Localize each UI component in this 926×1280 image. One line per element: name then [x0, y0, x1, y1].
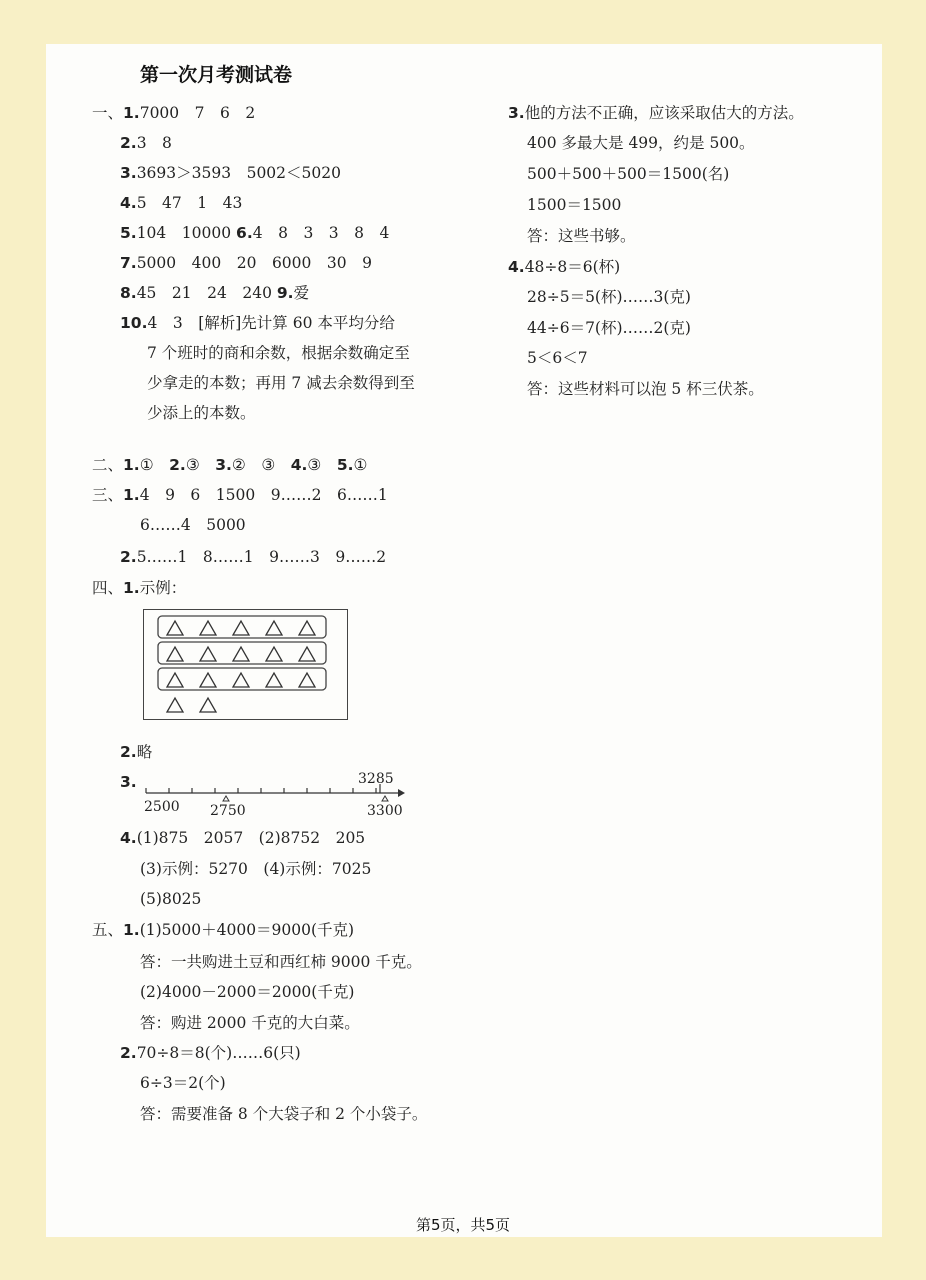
- point-label: 3285: [358, 771, 394, 787]
- answer-text: ①: [139, 456, 154, 474]
- section-5-q1: [92, 920, 354, 940]
- right-q3-line5: 答：这些书够。: [527, 227, 636, 245]
- section-4-q2: [120, 742, 152, 762]
- triangle-grouping-figure: [143, 609, 348, 720]
- section-4-q4-line2: (3)示例：5270 (4)示例：7025: [140, 860, 372, 878]
- answer-text: ③: [185, 456, 200, 474]
- section-3-q1-line2: 6……4 5000: [140, 516, 246, 534]
- answer-text: 5 47 1 43: [136, 194, 243, 212]
- triangle-icon: [167, 673, 183, 687]
- section-4-q4: [120, 828, 365, 848]
- section-4-q1: [92, 578, 186, 598]
- answer-text: 爱: [293, 284, 310, 302]
- tick-label: 3300: [367, 803, 403, 819]
- q-number: 3.: [120, 773, 137, 791]
- section-1-q10-line4: 少添上的本数。: [147, 404, 256, 422]
- triangle-marker-icon: [223, 796, 229, 801]
- triangle-icon: [200, 673, 216, 687]
- q-number: 2.: [120, 1044, 137, 1062]
- q-number: 4.: [290, 456, 308, 474]
- triangle-icon: [200, 647, 216, 661]
- section-4-q3: [120, 772, 137, 792]
- section-5-q1-line4: 答：购进 2000 千克的大白菜。: [140, 1014, 360, 1032]
- triangle-icon: [200, 698, 216, 712]
- answer-text: 5……1 8……1 9……3 9……2: [136, 548, 387, 566]
- right-q4: [508, 257, 620, 277]
- q-number: 1.: [123, 579, 140, 597]
- answer-text: 3 8: [136, 134, 172, 152]
- q-number: 6.: [236, 224, 253, 242]
- section-1-q7: [120, 253, 372, 273]
- q-number: 8.: [120, 284, 137, 302]
- right-q4-line4: 5＜6＜7: [527, 349, 588, 367]
- answer-text: 4 9 6 1500 9……2 6……1: [139, 486, 388, 504]
- arrow-icon: [398, 789, 405, 797]
- triangle-icon: [266, 621, 282, 635]
- tick-label: 2500: [144, 799, 180, 815]
- q-number: 5.: [336, 456, 354, 474]
- section-4-label: 四、: [92, 579, 124, 597]
- triangle-icon: [266, 647, 282, 661]
- section-5-q2-line2: 6÷3＝2(个): [140, 1074, 226, 1092]
- answer-text: ③: [307, 456, 322, 474]
- q-number: 1.: [123, 486, 140, 504]
- section-1-q10-line2: 7 个班时的商和余数，根据余数确定至: [147, 344, 410, 362]
- q-number: 1.: [123, 921, 140, 939]
- answer-text: 45 21 24 240: [136, 284, 272, 302]
- section-2-label: 二、: [92, 456, 124, 474]
- q-number: 2.: [120, 134, 137, 152]
- section-3-q2: [120, 547, 386, 567]
- section-3-q1: [92, 485, 388, 505]
- triangle-icon: [233, 647, 249, 661]
- section-2: [92, 455, 367, 475]
- q-number: 2.: [120, 743, 137, 761]
- q-number: 2.: [120, 548, 137, 566]
- section-5-q1-line2: 答：一共购进土豆和西红柿 9000 千克。: [140, 953, 422, 971]
- triangle-icon: [299, 673, 315, 687]
- q-number: 4.: [120, 194, 137, 212]
- answer-text: 4 8 3 3 8 4: [252, 224, 390, 242]
- triangle-icon: [167, 621, 183, 635]
- q-number: 10.: [120, 314, 148, 332]
- right-q4-line5: 答：这些材料可以泡 5 杯三伏茶。: [527, 380, 764, 398]
- q-number: 1.: [123, 104, 140, 122]
- section-1-q10-line3: 少拿走的本数；再用 7 减去余数得到至: [147, 374, 415, 392]
- section-4-q4-line3: (5)8025: [140, 890, 202, 908]
- q-number: 2.: [169, 456, 186, 474]
- answer-text: ①: [353, 456, 368, 474]
- right-q3-line2: 400 多最大是 499，约是 500。: [527, 134, 755, 152]
- section-1-q2: [120, 133, 172, 153]
- q-number: 7.: [120, 254, 137, 272]
- section-1-label: 一、: [92, 104, 124, 122]
- section-1-q10: [120, 313, 395, 333]
- section-5-label: 五、: [92, 921, 124, 939]
- triangle-icon: [200, 621, 216, 635]
- answer-text: 他的方法不正确，应该采取估大的方法。: [524, 104, 804, 122]
- answer-text: 48÷8＝6(杯): [524, 258, 621, 276]
- answer-text: 7000 7 6 2: [139, 104, 256, 122]
- section-3-label: 三、: [92, 486, 124, 504]
- section-5-q2-line3: 答：需要准备 8 个大袋子和 2 个小袋子。: [140, 1105, 428, 1123]
- triangle-icon: [266, 673, 282, 687]
- q-number: 3.: [120, 164, 137, 182]
- answer-text: (1)875 2057 (2)8752 205: [136, 829, 366, 847]
- q-number: 4.: [508, 258, 525, 276]
- tick-label: 2750: [210, 803, 246, 819]
- section-1-q3: [120, 163, 341, 183]
- q-number: 3.: [215, 456, 232, 474]
- right-q3-line3: 500＋500＋500＝1500(名): [527, 165, 730, 183]
- answer-text: ② ③: [231, 456, 276, 474]
- answer-text: 3693＞3593 5002＜5020: [136, 164, 341, 182]
- section-5-q2: [120, 1043, 301, 1063]
- q-number: 5.: [120, 224, 137, 242]
- section-5-q1-line3: (2)4000－2000＝2000(千克): [140, 983, 355, 1001]
- answer-text: 70÷8＝8(个)……6(只): [136, 1044, 301, 1062]
- triangle-icon: [167, 698, 183, 712]
- q-number: 4.: [120, 829, 137, 847]
- answer-text: 104 10000: [136, 224, 232, 242]
- section-1-q4: [120, 193, 242, 213]
- triangle-icon: [299, 621, 315, 635]
- answer-text: 4 3 [解析]先计算 60 本平均分给: [147, 314, 395, 332]
- answer-text: 5000 400 20 6000 30 9: [136, 254, 372, 272]
- section-1-q5-q6: [120, 223, 389, 243]
- triangle-marker-icon: [382, 796, 388, 801]
- triangle-icon: [233, 673, 249, 687]
- section-1-q8-q9: [120, 283, 309, 303]
- number-line: [140, 768, 410, 820]
- right-q4-line3: 44÷6＝7(杯)……2(克): [527, 319, 691, 337]
- right-q3: [508, 103, 804, 123]
- answer-text: 略: [136, 743, 153, 761]
- q-number: 3.: [508, 104, 525, 122]
- page-footer: 第5页，共5页: [415, 1216, 511, 1234]
- triangle-icon: [299, 647, 315, 661]
- answer-text: (1)5000＋4000＝9000(千克): [139, 921, 355, 939]
- answer-text: 示例：: [139, 579, 187, 597]
- triangle-grouping-svg: [144, 610, 346, 718]
- q-number: 1.: [123, 456, 140, 474]
- right-q3-line4: 1500＝1500: [527, 196, 622, 214]
- right-q4-line2: 28÷5＝5(杯)……3(克): [527, 288, 691, 306]
- triangle-icon: [167, 647, 183, 661]
- section-1-q1: [92, 103, 255, 123]
- page-title: 第一次月考测试卷: [140, 64, 293, 86]
- triangle-icon: [233, 621, 249, 635]
- q-number: 9.: [276, 284, 294, 302]
